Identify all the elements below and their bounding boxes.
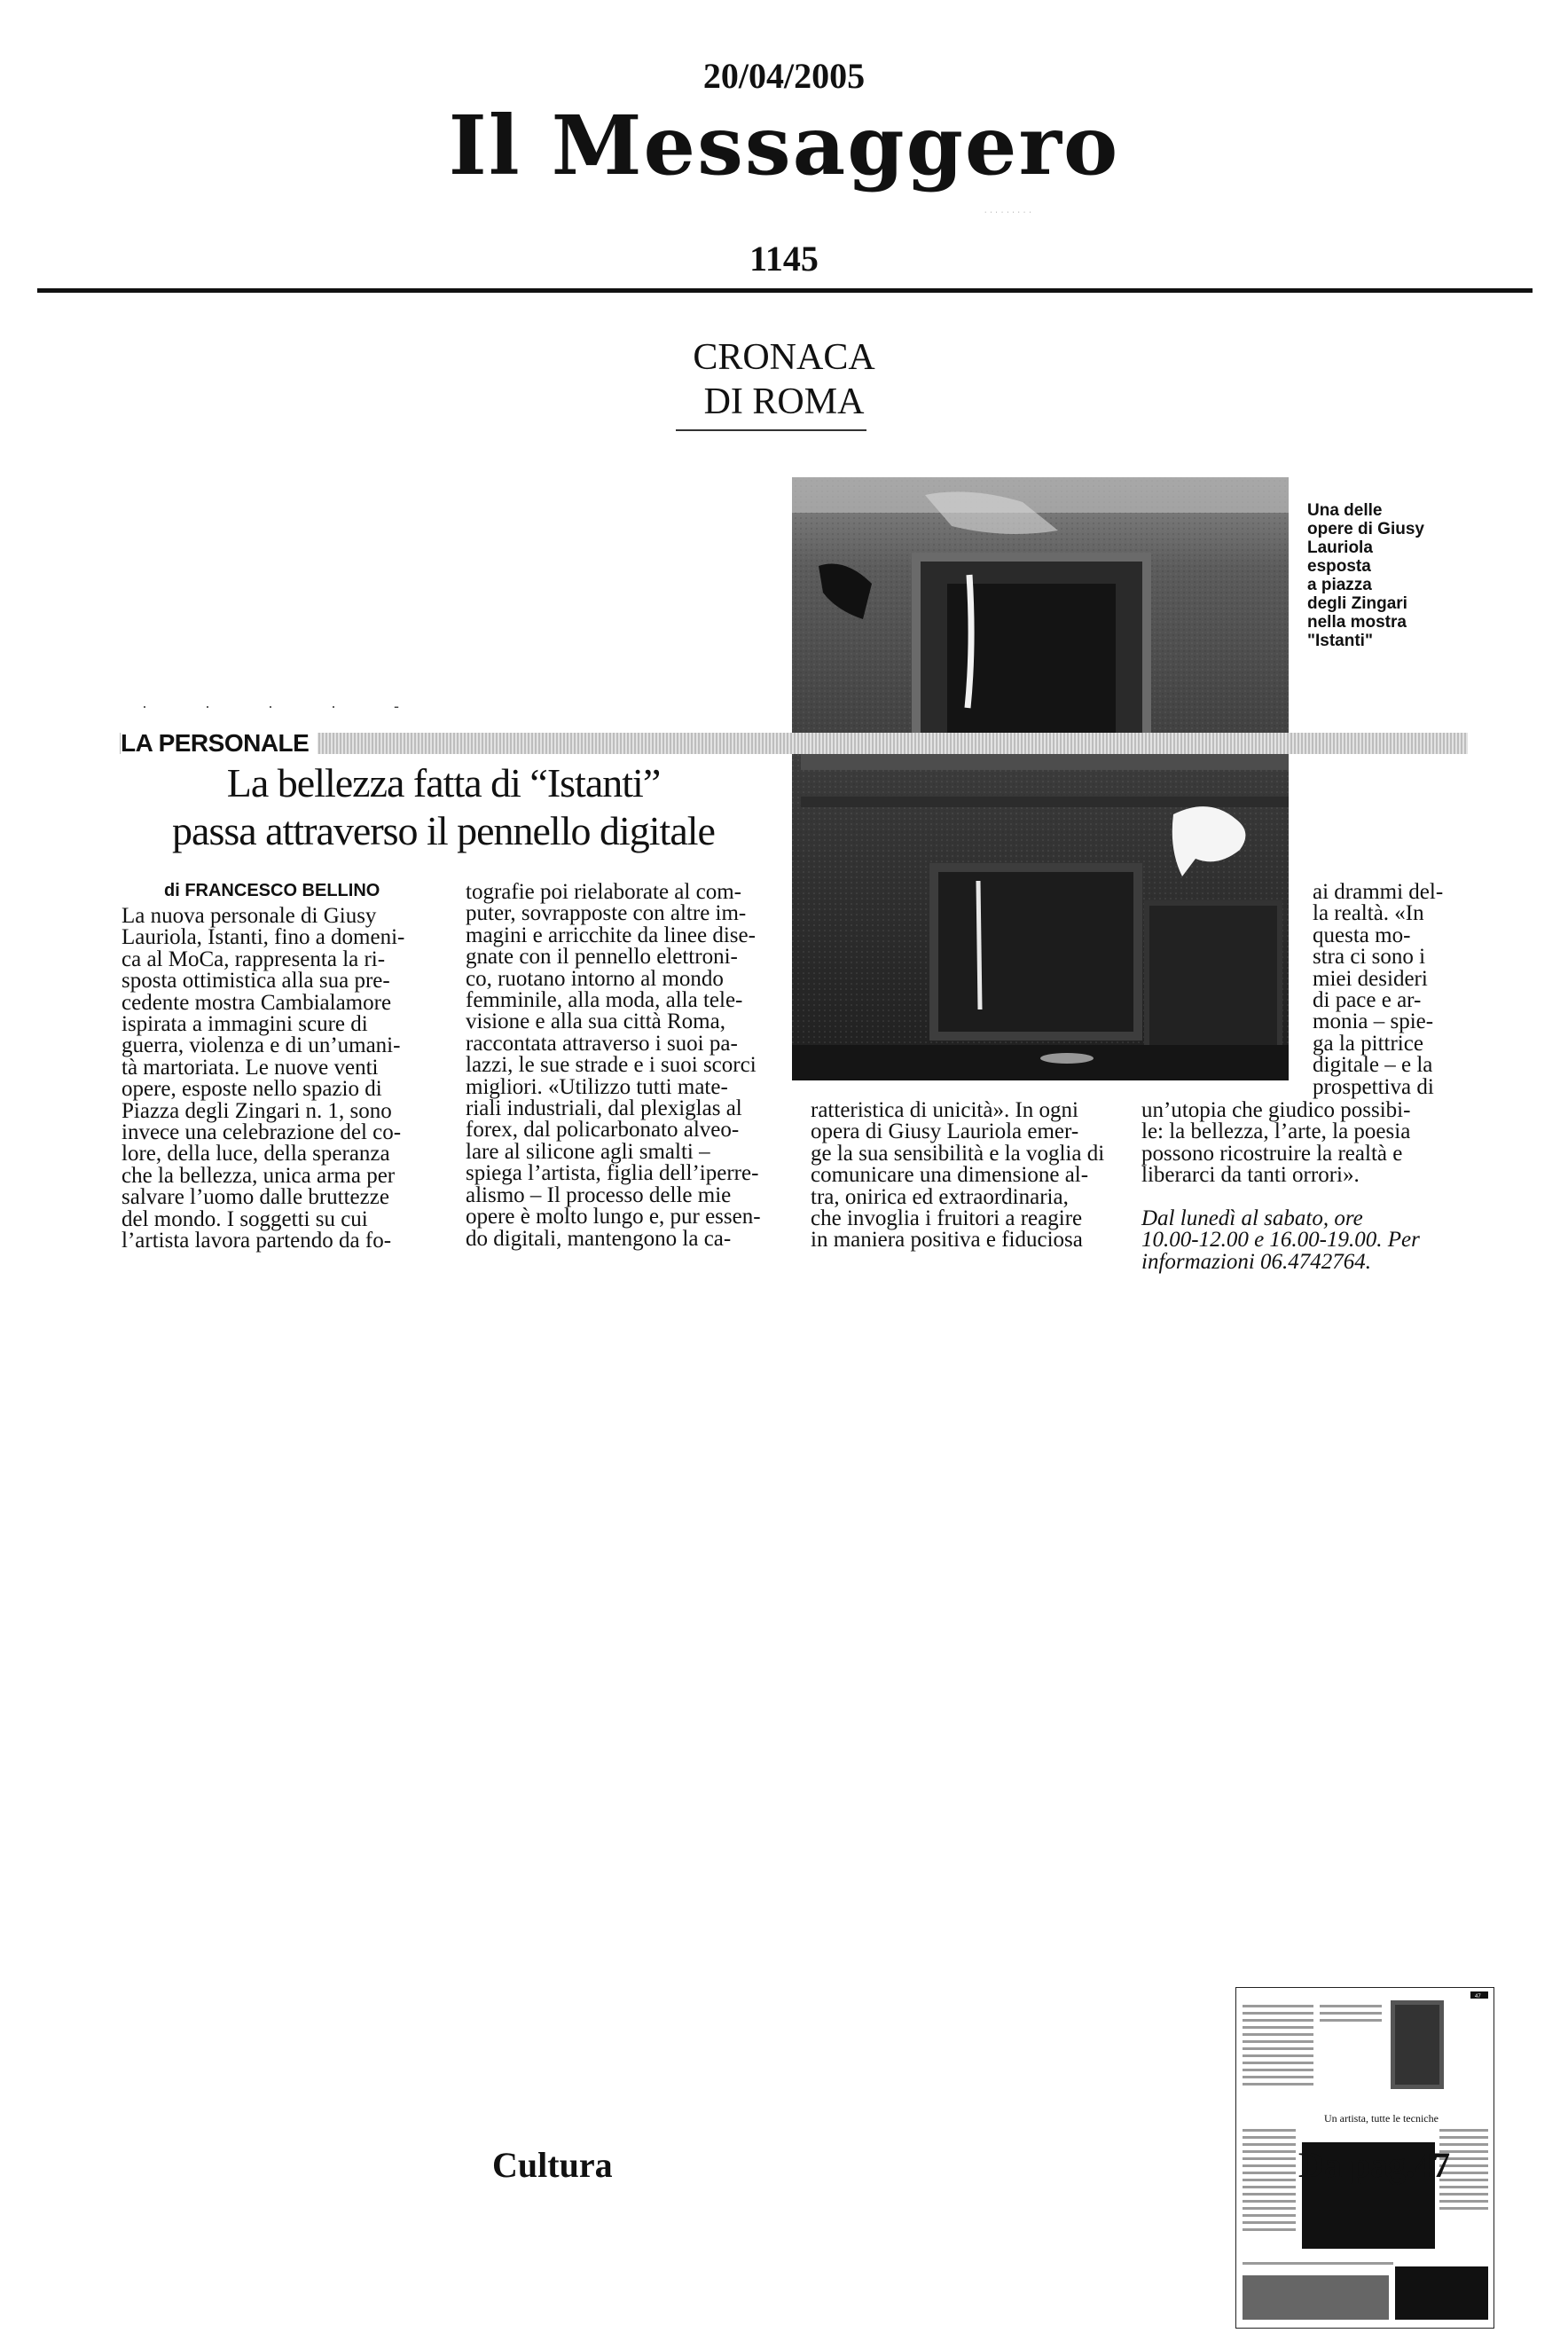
headline-line2: passa attraverso il pennello digitale	[172, 808, 715, 853]
thumbnail-page-number: 47	[1475, 1994, 1481, 1999]
text-line: monia – spie-	[1313, 1009, 1434, 1034]
text-line: Dal lunedì al sabato, ore	[1141, 1206, 1363, 1230]
text-line: ratteristica di unicità». In ogni	[811, 1098, 1078, 1122]
decorative-dots: · · · · -	[142, 697, 426, 715]
kicker-rule	[120, 733, 1468, 754]
text-line: raccontata attraverso i suoi pa-	[466, 1031, 738, 1056]
article-column-1	[122, 906, 423, 1253]
text-line: guerra, violenza e di un’umani-	[122, 1033, 401, 1058]
text-line: lare al silicone agli smalti –	[466, 1139, 710, 1164]
caption-line: esposta	[1307, 557, 1371, 576]
text-line: questa mo-	[1313, 923, 1411, 947]
text-line: in maniera positiva e fiduciosa	[811, 1228, 1083, 1253]
text-line: lore, della luce, della speranza	[122, 1142, 390, 1166]
text-line: Lauriola, Istanti, fino a domeni-	[122, 925, 405, 950]
headline-line1: La bellezza fatta di “Istanti”	[226, 760, 661, 805]
text-line: alismo – Il processo delle mie	[466, 1182, 732, 1207]
caption-line: Una delle	[1307, 501, 1383, 520]
caption-line: "Istanti"	[1307, 632, 1373, 650]
text-line: Piazza degli Zingari n. 1, sono	[122, 1098, 392, 1123]
caption-line: nella mostra	[1307, 613, 1407, 632]
text-line: che invoglia i fruitori a reagire	[811, 1206, 1083, 1231]
exhibition-hours	[1141, 1208, 1452, 1273]
text-line: di pace e ar-	[1313, 988, 1422, 1013]
text-line: del mondo. I soggetti su cui	[122, 1206, 368, 1231]
caption-line: Lauriola	[1307, 538, 1373, 557]
text-line: stra ci sono i	[1313, 945, 1426, 970]
text-line: femminile, alla moda, alla tele-	[466, 988, 743, 1013]
caption-line: opere di Giusy	[1307, 520, 1424, 538]
text-line: la realtà. «In	[1313, 901, 1424, 926]
section-underline	[676, 429, 866, 431]
footer-section: Cultura	[492, 2145, 613, 2185]
text-line: possono ricostruire la realtà e	[1141, 1141, 1403, 1166]
text-line: migliori. «Utilizzo tutti mate-	[466, 1074, 728, 1099]
text-line: digitale – e la	[1313, 1053, 1433, 1078]
text-line: opera di Giusy Lauriola emer-	[811, 1119, 1079, 1144]
text-line: puter, sovrapposte con altre im-	[466, 901, 747, 926]
article-column-4-bottom	[1141, 1100, 1452, 1187]
clipping-date: 20/04/2005	[702, 56, 866, 96]
text-line: le: la bellezza, l’arte, la poesia	[1141, 1119, 1411, 1144]
text-line: ge la sua sensibilità e la voglia di	[811, 1141, 1105, 1166]
text-line: do digitali, mantengono la ca-	[466, 1226, 732, 1251]
text-line: tà martoriata. Le nuove venti	[122, 1055, 379, 1080]
text-line: magini e arricchite da linee dise-	[466, 923, 756, 947]
section-title-line2: DI ROMA	[703, 381, 865, 422]
caption-line: a piazza	[1307, 576, 1372, 594]
text-line: informazioni 06.4742764.	[1141, 1249, 1372, 1274]
text-line: opere è molto lungo e, pur essen-	[466, 1205, 761, 1229]
article-byline: di FRANCESCO BELLINO	[164, 881, 380, 900]
thumbnail-headline: Un artista, tutte le tecniche	[1324, 2112, 1439, 2125]
text-line: un’utopia che giudico possibi-	[1141, 1098, 1411, 1122]
text-line: lazzi, le sue strade e i suoi scorci	[466, 1053, 757, 1078]
text-line: l’artista lavora partendo da fo-	[122, 1229, 392, 1253]
text-line: comunicare una dimensione al-	[811, 1163, 1089, 1188]
text-line: tografie poi rielaborate al com-	[466, 880, 741, 904]
newspaper-masthead: Il Messaggero	[448, 98, 1120, 193]
article-column-3	[811, 1100, 1112, 1252]
text-line: ispirata a immagini scure di	[122, 1012, 368, 1037]
text-line: 10.00-12.00 e 16.00-19.00. Per	[1141, 1228, 1420, 1253]
text-line: visione e alla sua città Roma,	[466, 1009, 725, 1034]
text-line: invece una celebrazione del co-	[122, 1120, 402, 1145]
text-line: prospettiva di	[1313, 1074, 1434, 1099]
text-line: opere, esposte nello spazio di	[122, 1077, 382, 1102]
issue-number: 1145	[749, 239, 819, 279]
article-column-2	[466, 882, 772, 1250]
text-line: cedente mostra Cambialamore	[122, 990, 392, 1015]
text-line: La nuova personale di Giusy	[122, 904, 377, 928]
section-title	[0, 335, 1568, 424]
text-line: liberarci da tanti orrori».	[1141, 1163, 1360, 1188]
text-line: ga la pittrice	[1313, 1031, 1423, 1056]
text-line: che la bellezza, unica arma per	[122, 1163, 396, 1188]
photo-caption	[1307, 501, 1449, 650]
text-line: spiega l’artista, figlia dell’iperre-	[466, 1161, 759, 1186]
article-column-4-top	[1313, 882, 1450, 1098]
masthead-fineprint: · · · · · · · · ·	[984, 209, 1032, 216]
article-kicker: LA PERSONALE	[121, 729, 318, 758]
article-headline	[0, 759, 887, 855]
text-line: forex, dal policarbonato alveo-	[466, 1118, 740, 1143]
header-rule	[37, 288, 1533, 293]
text-line: gnate con il pennello elettroni-	[466, 945, 738, 970]
text-line: co, ruotano intorno al mondo	[466, 966, 724, 991]
text-line: tra, onirica ed extraordinaria,	[811, 1184, 1069, 1209]
section-title-line1: CRONACA	[693, 337, 875, 378]
caption-line: degli Zingari	[1307, 594, 1407, 613]
text-line: riali industriali, dal plexiglas al	[466, 1096, 742, 1121]
text-line: sposta ottimistica alla sua pre-	[122, 969, 390, 994]
text-line: ai drammi del-	[1313, 880, 1444, 904]
text-line: miei desideri	[1313, 966, 1428, 991]
footer-page-reference: Da pag.47	[1298, 2145, 1451, 2185]
text-line: salvare l’uomo dalle bruttezze	[122, 1185, 389, 1210]
text-line: ca al MoCa, rappresenta la ri-	[122, 947, 386, 971]
